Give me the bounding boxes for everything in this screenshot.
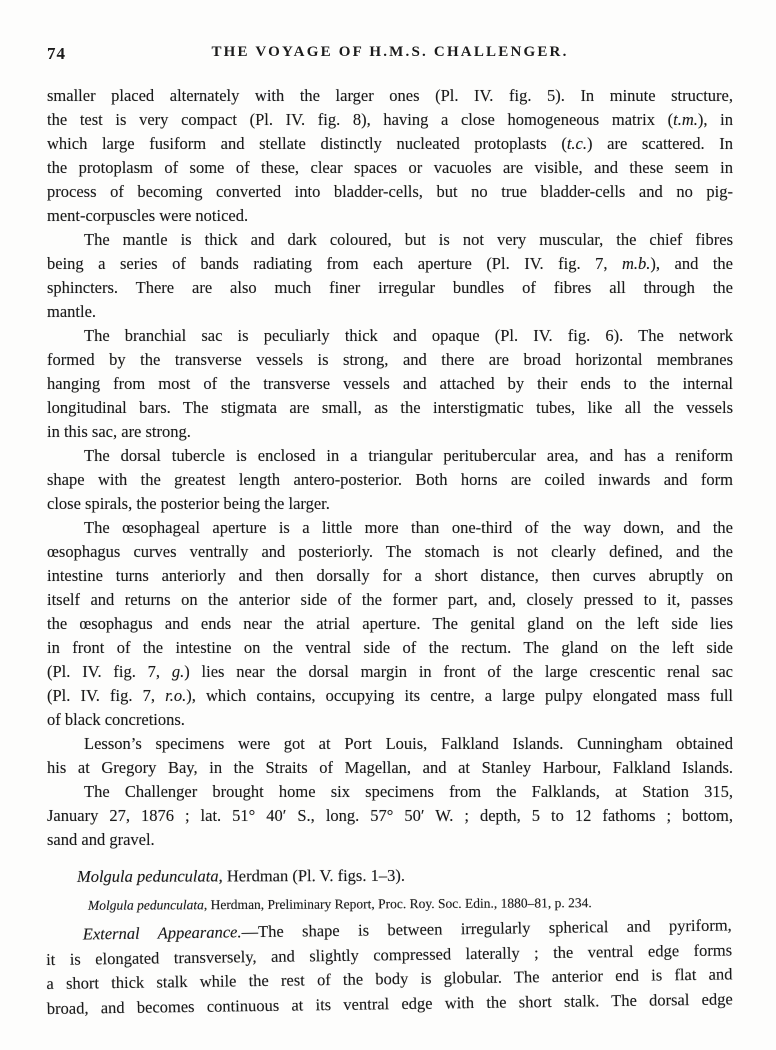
text-line: (Pl. IV. fig. 7, r.o.), which contains, occupying its centre, a large pulpy elongated mass full [47,686,733,705]
text-line: External Appearance.—The shape is between irregularly spherical and pyriform, [82,915,732,944]
text-line: shape with the greatest length antero-posterior. Both horns are coiled inwards and form [47,470,733,489]
text-line: sand and gravel. [47,830,155,849]
text-line: a short thick stalk while the rest of the body is globular. The anterior end is flat and [46,964,733,994]
text-line: smaller placed alternately with the larger ones (Pl. IV. fig. 5). In minute structure, [47,86,733,105]
page-header [47,44,733,66]
text-line: The mantle is thick and dark coloured, but is not very muscular, the chief fibres [84,230,733,249]
text-line: in this sac, are strong. [47,422,191,441]
text-line: close spirals, the posterior being the larger. [47,494,330,513]
page-body [47,84,733,1021]
text-line: intestine turns anteriorly and then dorsally for a short distance, then curves abruptly on [47,566,733,585]
text-line: mantle. [47,302,97,321]
para [47,444,733,516]
para [47,516,733,732]
text-line: Molgula pedunculata, Herdman, Preliminary Report, Proc. Roy. Soc. Edin., 1880–81, p. 234. [87,895,592,913]
text-line: being a series of bands radiating from each aperture (Pl. IV. fig. 7, m.b.), and the [47,254,734,273]
text-line: The branchial sac is peculiarly thick and opaque (Pl. IV. fig. 6). The network [84,326,733,345]
text-line: longitudinal bars. The stigmata are small, as the interstigmatic tubes, like all the vessels [47,398,733,417]
para [47,324,733,444]
text-line: broad, and becomes continuous at its ventral edge with the short stalk. The dorsal edge [46,988,733,1018]
para [47,228,733,324]
species-heading [47,863,733,889]
text-line: it is elongated transversely, and slightly compressed laterally ; the ventral edge forms [46,939,733,969]
text-line: The dorsal tubercle is enclosed in a triangular peritubercular area, and has a reniform [84,446,733,465]
text-line: Lesson’s specimens were got at Port Louis, Falkland Islands. Cunningham obtained [84,734,733,753]
text-line: (Pl. IV. fig. 7, g.) lies near the dorsal margin in front of the large crescentic renal sac [47,662,734,681]
text-line: the test is very compact (Pl. IV. fig. 8), having a close homogeneous matrix (t.m.), in [47,110,733,129]
text-line: The œsophageal aperture is a little more than one-third of the way down, and the [84,518,733,537]
text-line: ment-corpuscles were noticed. [47,206,249,225]
text-line: January 27, 1876 ; lat. 51° 40′ S., long. 57° 50′ W. ; depth, 5 to 12 fathoms ; bottom, [47,806,733,825]
para [47,84,733,228]
text-line: The Challenger brought home six specimens from the Falklands, at Station 315, [84,782,733,801]
citation [47,892,733,916]
text-line: itself and returns on the anterior side of the former part, and, closely pressed to it, passes [47,590,733,609]
text-line: which large fusiform and stellate distinctly nucleated protoplasts (t.c.) are scattered. In [47,134,733,153]
running-title: THE VOYAGE OF H.M.S. CHALLENGER. [211,44,569,60]
text-line: formed by the transverse vessels is strong, and there are broad horizontal membranes [47,350,733,369]
page-number: 74 [47,44,66,63]
text-line: his at Gregory Bay, in the Straits of Magellan, and at Stanley Harbour, Falkland Islands. [47,758,733,777]
text-line: hanging from most of the transverse vessels and attached by their ends to the internal [47,374,733,393]
text-line: of black concretions. [47,710,185,729]
text-line: in front of the intestine on the ventral side of the rectum. The gland on the left side [47,638,733,657]
text-line: œsophagus curves ventrally and posteriorly. The stomach is not clearly defined, and the [47,542,733,561]
text-line: the protoplasm of some of these, clear spaces or vacuoles are visible, and these seem in [47,158,733,177]
text-line: sphincters. There are also much finer irregular bundles of fibres all through the [47,278,733,297]
text-line: the œsophagus and ends near the atrial aperture. The genital gland on the left side lies [47,614,733,633]
text-line: Molgula pedunculata, Herdman (Pl. V. figs. 1–3). [76,865,405,886]
para [47,780,733,852]
para [46,913,733,1021]
text-line: process of becoming converted into bladder-cells, but no true bladder-cells and no pig- [47,182,733,201]
para [47,732,733,780]
